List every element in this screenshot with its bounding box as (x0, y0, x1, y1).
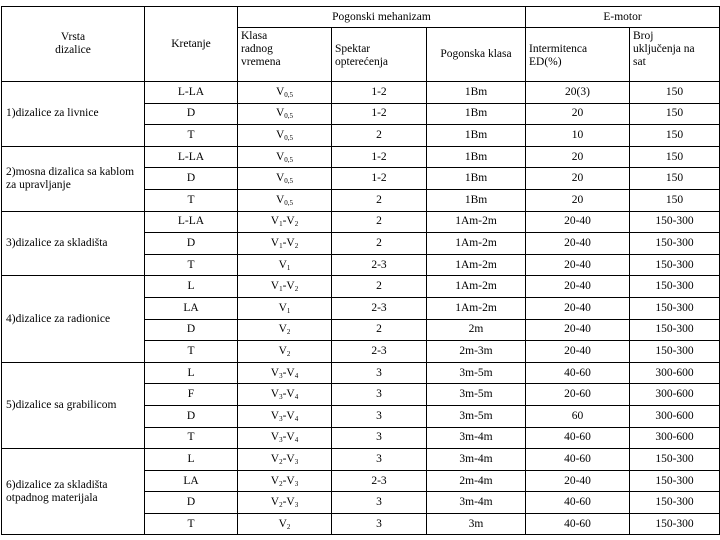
class-subscript: 2 (294, 242, 299, 251)
motion-cell: F (145, 384, 238, 406)
crane-type-cell: 1)dizalice za livnice (2, 82, 145, 147)
load-spectrum-cell: 2-3 (332, 470, 427, 492)
load-spectrum-cell: 1-2 (332, 82, 427, 104)
switch-count-cell: 150-300 (630, 449, 720, 471)
class-symbol: V (270, 474, 280, 487)
motion-cell: T (145, 513, 238, 535)
switch-count-cell: 300-600 (630, 362, 720, 384)
load-spectrum-cell: 2 (332, 319, 427, 341)
load-spectrum-cell: 2-3 (332, 341, 427, 363)
header-drive-mechanism: Pogonski mehanizam (238, 7, 526, 28)
switch-count-cell: 150-300 (630, 276, 720, 298)
intermittence-cell: 20 (526, 168, 630, 190)
class-subscript: 4 (294, 414, 299, 423)
class-symbol: V (278, 323, 287, 336)
drive-class-cell: 3m-5m (427, 405, 526, 427)
class-subscript: 0,5 (284, 177, 294, 186)
motion-cell: L-LA (145, 211, 238, 233)
intermittence-cell: 20-60 (526, 384, 630, 406)
drive-class-cell: 1Am-2m (427, 276, 526, 298)
table-row (2, 449, 720, 471)
table-body (2, 82, 720, 535)
class-subscript: 2 (279, 457, 283, 466)
class-symbol: V (270, 431, 280, 444)
load-spectrum-cell: 3 (332, 449, 427, 471)
header-operating-class: Klasa radnog vremena (238, 28, 332, 82)
crane-type-cell: 6)dizalice za skladišta otpadnog materijala (2, 449, 145, 535)
class-symbol: V (275, 193, 285, 206)
motion-cell: D (145, 103, 238, 125)
motion-cell: T (145, 125, 238, 147)
load-spectrum-cell: 2-3 (332, 254, 427, 276)
motion-cell: T (145, 341, 238, 363)
drive-class-cell: 1Bm (427, 103, 526, 125)
switch-count-cell: 300-600 (630, 405, 720, 427)
operating-class-cell (238, 254, 332, 276)
operating-class-cell (238, 362, 332, 384)
class-subscript: 1 (279, 220, 283, 229)
load-spectrum-cell: 2 (332, 211, 427, 233)
drive-class-cell: 3m (427, 513, 526, 535)
motion-cell: T (145, 254, 238, 276)
load-spectrum-cell: 1-2 (332, 168, 427, 190)
class-subscript: 2 (279, 479, 283, 488)
switch-count-cell: 150-300 (630, 513, 720, 535)
switch-count-cell: 150 (630, 125, 720, 147)
load-spectrum-cell: 3 (332, 513, 427, 535)
crane-classification-table (1, 6, 720, 535)
crane-type-cell: 3)dizalice za skladišta (2, 211, 145, 276)
intermittence-cell: 40-60 (526, 362, 630, 384)
intermittence-cell: 20-40 (526, 233, 630, 255)
class-symbol: V (278, 517, 287, 530)
load-spectrum-cell: 2-3 (332, 297, 427, 319)
switch-count-cell: 150 (630, 103, 720, 125)
class-subscript: 0,5 (284, 112, 294, 121)
table-row (2, 146, 720, 168)
intermittence-cell: 20-40 (526, 341, 630, 363)
class-subscript: 3 (294, 501, 299, 510)
class-symbol: V (270, 280, 280, 293)
drive-class-cell: 2m (427, 319, 526, 341)
motion-cell: L-LA (145, 146, 238, 168)
class-subscript: 4 (294, 393, 299, 402)
switch-count-cell: 150 (630, 146, 720, 168)
operating-class-cell (238, 405, 332, 427)
class-symbol: V (275, 129, 285, 142)
class-subscript: 2 (279, 501, 283, 510)
class-symbol: -V (282, 452, 295, 465)
class-symbol: -V (282, 280, 295, 293)
load-spectrum-cell: 2 (332, 125, 427, 147)
class-symbol: V (270, 215, 280, 228)
intermittence-cell: 20-40 (526, 254, 630, 276)
drive-class-cell: 2m-3m (427, 341, 526, 363)
class-symbol: V (270, 388, 280, 401)
table-row (2, 362, 720, 384)
class-symbol: -V (282, 431, 295, 444)
class-subscript: 3 (294, 457, 299, 466)
drive-class-cell: 1Am-2m (427, 297, 526, 319)
class-subscript: 1 (279, 242, 283, 251)
drive-class-cell: 3m-5m (427, 384, 526, 406)
class-symbol: V (270, 496, 280, 509)
class-subscript: 3 (279, 393, 283, 402)
intermittence-cell: 20-40 (526, 297, 630, 319)
switch-count-cell: 150-300 (630, 297, 720, 319)
intermittence-cell: 20(3) (526, 82, 630, 104)
load-spectrum-cell: 2 (332, 189, 427, 211)
intermittence-cell: 40-60 (526, 513, 630, 535)
header-load-spectrum: Spektar opterećenja (332, 28, 427, 82)
class-symbol: V (270, 366, 280, 379)
class-subscript: 2 (286, 349, 291, 358)
switch-count-cell: 150-300 (630, 470, 720, 492)
header-switch-count: Broj uključenja na sat (630, 28, 720, 82)
class-symbol: -V (282, 215, 295, 228)
drive-class-cell: 1Bm (427, 168, 526, 190)
load-spectrum-cell: 3 (332, 362, 427, 384)
operating-class-cell (238, 513, 332, 535)
class-subscript: 0,5 (284, 198, 294, 207)
drive-class-cell: 3m-5m (427, 362, 526, 384)
class-symbol: -V (282, 388, 295, 401)
class-subscript: 2 (286, 522, 291, 531)
class-subscript: 3 (279, 371, 283, 380)
table-row (2, 276, 720, 298)
load-spectrum-cell: 1-2 (332, 146, 427, 168)
crane-type-cell: 5)dizalice sa grabilicom (2, 362, 145, 448)
operating-class-cell (238, 492, 332, 514)
operating-class-cell (238, 427, 332, 449)
operating-class-cell (238, 211, 332, 233)
intermittence-cell: 40-60 (526, 427, 630, 449)
class-symbol: V (270, 409, 280, 422)
class-symbol: V (275, 85, 285, 98)
load-spectrum-cell: 2 (332, 276, 427, 298)
header-e-motor: E-motor (526, 7, 720, 28)
header-intermittence: Intermitenca ED(%) (526, 28, 630, 82)
class-subscript: 3 (279, 414, 283, 423)
table-row (2, 211, 720, 233)
motion-cell: D (145, 319, 238, 341)
table-row (2, 82, 720, 104)
motion-cell: D (145, 168, 238, 190)
drive-class-cell: 1Am-2m (427, 254, 526, 276)
operating-class-cell (238, 189, 332, 211)
motion-cell: T (145, 189, 238, 211)
class-symbol: -V (282, 366, 295, 379)
motion-cell: D (145, 492, 238, 514)
class-subscript: 0,5 (284, 134, 294, 143)
intermittence-cell: 20 (526, 189, 630, 211)
class-symbol: V (278, 344, 287, 357)
intermittence-cell: 40-60 (526, 492, 630, 514)
load-spectrum-cell: 3 (332, 405, 427, 427)
operating-class-cell (238, 103, 332, 125)
crane-type-cell: 4)dizalice za radionice (2, 276, 145, 362)
operating-class-cell (238, 82, 332, 104)
load-spectrum-cell: 1-2 (332, 103, 427, 125)
motion-cell: L-LA (145, 82, 238, 104)
intermittence-cell: 20 (526, 146, 630, 168)
intermittence-cell: 20-40 (526, 470, 630, 492)
class-symbol: -V (282, 496, 295, 509)
drive-class-cell: 3m-4m (427, 427, 526, 449)
operating-class-cell (238, 384, 332, 406)
load-spectrum-cell: 3 (332, 492, 427, 514)
intermittence-cell: 20-40 (526, 319, 630, 341)
switch-count-cell: 150-300 (630, 233, 720, 255)
motion-cell: L (145, 276, 238, 298)
load-spectrum-cell: 3 (332, 384, 427, 406)
class-subscript: 1 (286, 263, 291, 272)
intermittence-cell: 20 (526, 103, 630, 125)
operating-class-cell (238, 233, 332, 255)
operating-class-cell (238, 297, 332, 319)
switch-count-cell: 300-600 (630, 427, 720, 449)
switch-count-cell: 150 (630, 168, 720, 190)
class-symbol: V (275, 107, 285, 120)
class-symbol: V (275, 172, 285, 185)
intermittence-cell: 10 (526, 125, 630, 147)
class-subscript: 1 (279, 285, 283, 294)
operating-class-cell (238, 319, 332, 341)
intermittence-cell: 20-40 (526, 276, 630, 298)
class-subscript: 2 (286, 328, 291, 337)
operating-class-cell (238, 341, 332, 363)
class-subscript: 2 (294, 285, 299, 294)
switch-count-cell: 150-300 (630, 211, 720, 233)
class-subscript: 4 (294, 371, 299, 380)
class-symbol: V (278, 258, 287, 271)
class-subscript: 2 (294, 220, 299, 229)
class-symbol: -V (282, 237, 295, 250)
motion-cell: L (145, 449, 238, 471)
operating-class-cell (238, 449, 332, 471)
load-spectrum-cell: 3 (332, 427, 427, 449)
motion-cell: T (145, 427, 238, 449)
class-symbol: V (270, 237, 280, 250)
switch-count-cell: 150-300 (630, 319, 720, 341)
drive-class-cell: 1Bm (427, 82, 526, 104)
drive-class-cell: 2m-4m (427, 470, 526, 492)
drive-class-cell: 3m-4m (427, 449, 526, 471)
class-symbol: -V (282, 474, 295, 487)
switch-count-cell: 150 (630, 189, 720, 211)
class-symbol: -V (282, 409, 295, 422)
class-subscript: 3 (294, 479, 299, 488)
switch-count-cell: 300-600 (630, 384, 720, 406)
motion-cell: LA (145, 470, 238, 492)
switch-count-cell: 150-300 (630, 492, 720, 514)
header-motion: Kretanje (145, 7, 238, 82)
operating-class-cell (238, 276, 332, 298)
class-subscript: 3 (279, 436, 283, 445)
class-subscript: 0,5 (284, 90, 294, 99)
intermittence-cell: 20-40 (526, 211, 630, 233)
motion-cell: L (145, 362, 238, 384)
operating-class-cell (238, 125, 332, 147)
intermittence-cell: 60 (526, 405, 630, 427)
motion-cell: D (145, 405, 238, 427)
switch-count-cell: 150 (630, 82, 720, 104)
switch-count-cell: 150-300 (630, 254, 720, 276)
load-spectrum-cell: 2 (332, 233, 427, 255)
class-subscript: 0,5 (284, 155, 294, 164)
motion-cell: D (145, 233, 238, 255)
drive-class-cell: 1Am-2m (427, 211, 526, 233)
drive-class-cell: 1Bm (427, 146, 526, 168)
drive-class-cell: 1Bm (427, 189, 526, 211)
header-drive-class: Pogonska klasa (427, 28, 526, 82)
switch-count-cell: 150-300 (630, 341, 720, 363)
operating-class-cell (238, 470, 332, 492)
operating-class-cell (238, 146, 332, 168)
class-symbol: V (278, 301, 287, 314)
class-subscript: 4 (294, 436, 299, 445)
crane-type-cell: 2)mosna dizalica sa kablom za upravljanje (2, 146, 145, 211)
drive-class-cell: 1Am-2m (427, 233, 526, 255)
class-symbol: V (275, 150, 285, 163)
motion-cell: LA (145, 297, 238, 319)
drive-class-cell: 1Bm (427, 125, 526, 147)
header-crane-type: Vrsta dizalice (2, 7, 145, 82)
intermittence-cell: 40-60 (526, 449, 630, 471)
class-subscript: 1 (286, 306, 291, 315)
drive-class-cell: 3m-4m (427, 492, 526, 514)
operating-class-cell (238, 168, 332, 190)
class-symbol: V (270, 452, 280, 465)
